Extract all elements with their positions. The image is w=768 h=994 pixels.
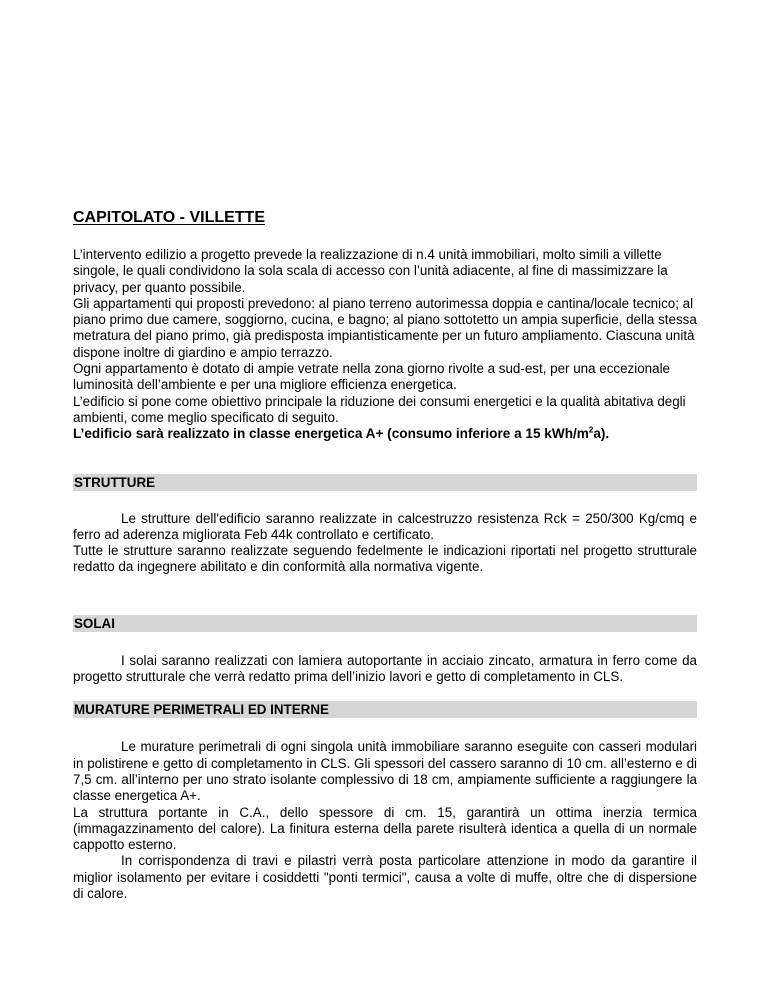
strutture-paragraph-2: Tutte le strutture saranno realizzate seguendo fedelmente le indicazioni riportati nel progetto strutturale redatto da ingegnere abilitato e din conformità alla normativa vigente. — [73, 543, 697, 575]
energy-class-superscript: 2 — [588, 425, 594, 435]
intro-paragraph-3: Ogni appartamento è dotato di ampie vetrate nella zona giorno rivolte a sud-est, per una eccezionale luminosità dell’ambiente e per una migliore efficienza energetica. — [73, 361, 670, 393]
intro-paragraph-2: Gli appartamenti qui proposti prevedono: al piano terreno autorimessa doppia e cantina/locale tecnico; al piano primo due camere, soggiorno, cucina, e bagno; al piano sottotetto un ampia superficie, della stessa metratura del piano primo, già predisposta impiantisticamente per un futuro ampliamento. Ciascuna unità dispone inoltre di giardino e ampio terrazzo. — [73, 295, 697, 360]
energy-class-statement — [73, 426, 697, 442]
murature-paragraph-3: In corrispondenza di travi e pilastri verrà posta particolare attenzione in modo da garantire il miglior isolamento per evitare i cosiddetti "ponti termici", causa a volte di muffe, oltre che di dispersione di calore. — [73, 853, 697, 902]
section-heading-strutture: STRUTTURE — [73, 474, 697, 491]
intro-paragraph-1: L’intervento edilizio a progetto prevede la realizzazione di n.4 unità immobiliari, molto simili a villette singole, le quali condividono la sola scala di accesso con l’unità adiacente, al fine di massimizzare la privacy, per quanto possibile. — [73, 247, 668, 295]
intro-paragraph-4: L’edificio si pone come obiettivo principale la riduzione dei consumi energetici e la qualità abitativa degli ambienti, come meglio specificato di seguito. — [73, 393, 686, 425]
intro-block — [73, 247, 697, 443]
document-title: CAPITOLATO - VILLETTE — [73, 209, 265, 226]
section-heading-murature: MURATURE PERIMETRALI ED INTERNE — [73, 701, 697, 718]
murature-paragraph-2: La struttura portante in C.A., dello spessore di cm. 15, garantirà un ottima inerzia termica (immagazzinamento del calore). La finitura esterna della parete risulterà identica a quella di un normale cappotto esterno. — [73, 804, 697, 853]
strutture-paragraph-1: Le strutture dell'edificio saranno realizzate in calcestruzzo resistenza Rck = 250/300 Kg/cmq e ferro ad aderenza migliorata Feb 44k controllato e certificato. — [73, 510, 697, 542]
energy-class-text-end: a). — [593, 426, 610, 442]
section-heading-solai: SOLAI — [73, 615, 697, 632]
solai-paragraph-1: I solai saranno realizzati con lamiera autoportante in acciaio zincato, armatura in ferro come da progetto strutturale che verrà redatto prima dell’inizio lavori e getto di completamento in CLS. — [73, 652, 697, 685]
murature-paragraph-1: Le murature perimetrali di ogni singola unità immobiliare saranno eseguite con casseri modulari in polistirene e getto di completamento in CLS. Gli spessori del cassero saranno di 10 cm. all’esterno e di 7,5 cm. all’interno per uno strato isolante complessivo di 18 cm, ampiamente sufficiente a raggiungere la classe energetica A+. — [73, 739, 697, 804]
energy-class-text: L’edificio sarà realizzato in classe energetica A+ (consumo inferiore a 15 kWh/m — [73, 426, 589, 442]
document-page — [73, 208, 697, 902]
